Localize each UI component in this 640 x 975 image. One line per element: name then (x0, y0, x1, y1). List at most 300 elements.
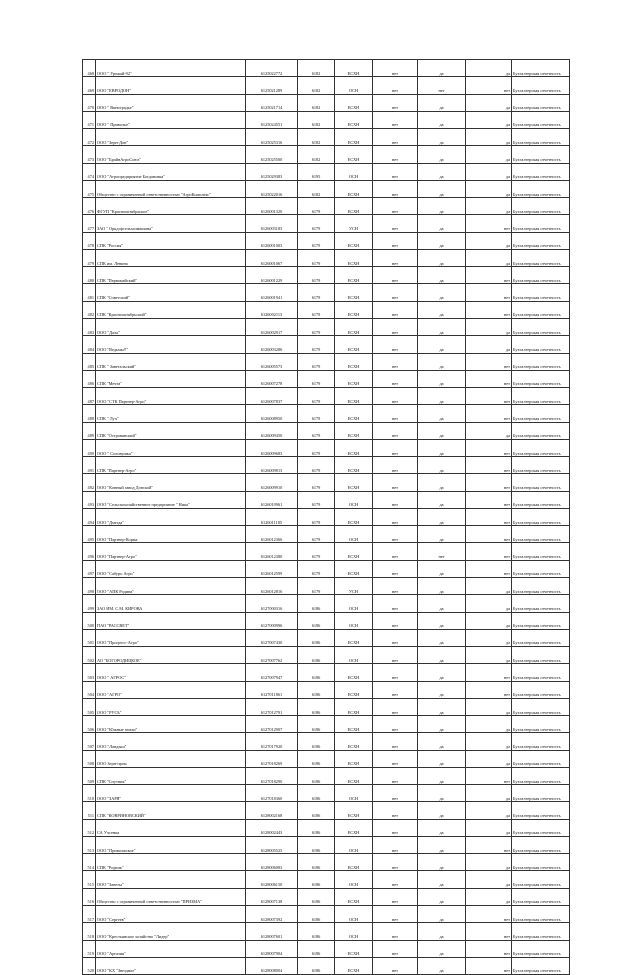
flag-c-cell: да (466, 595, 512, 612)
organization-name-cell: ООО "АГРО" (96, 681, 246, 698)
tax-regime-cell: ЕСХН (335, 198, 373, 215)
organization-name-cell: СПК "Краснооктябрьский" (96, 301, 246, 318)
table-row (83, 60, 570, 77)
row-number-cell: 505 (83, 698, 96, 715)
report-type-cell: Бухгалтерская отчетность (512, 698, 570, 715)
report-type-cell: Бухгалтерская отчетность (512, 215, 570, 232)
flag-a-cell: нет (373, 733, 418, 750)
inn-cell: 6127012907 (246, 716, 298, 733)
inn-cell: 6126009683 (246, 439, 298, 456)
report-type-cell: Бухгалтерская отчетность (512, 543, 570, 560)
flag-c-cell: нет (466, 940, 512, 957)
report-type-cell: Бухгалтерская отчетность (512, 336, 570, 353)
okved-cell: 6179 (298, 318, 335, 335)
inn-cell: 6126010961 (246, 491, 298, 508)
organization-name-cell: ООО " Виноградье" (96, 94, 246, 111)
inn-cell: 6128008004 (246, 957, 298, 974)
flag-a-cell: нет (373, 785, 418, 802)
report-type-cell: Бухгалтерская отчетность (512, 629, 570, 646)
row-number-cell: 474 (83, 163, 96, 180)
tax-regime-cell: ЕСХН (335, 474, 373, 491)
organization-name-cell: ООО "Крестьянское хозяйство "Лидер" (96, 923, 246, 940)
row-number-cell: 494 (83, 508, 96, 525)
flag-b-cell: да (418, 940, 466, 957)
inn-cell: 6126012366 (246, 526, 298, 543)
flag-a-cell: нет (373, 750, 418, 767)
flag-b-cell: да (418, 336, 466, 353)
table-row (83, 906, 570, 923)
report-type-cell: Бухгалтерская отчетность (512, 802, 570, 819)
flag-c-cell: нет (466, 543, 512, 560)
table-row (83, 474, 570, 491)
row-number-cell: 489 (83, 422, 96, 439)
tax-regime-cell: ЕСХН (335, 940, 373, 957)
flag-c-cell: нет (466, 370, 512, 387)
okved-cell: 6179 (298, 474, 335, 491)
inn-cell: 6128007904 (246, 940, 298, 957)
tax-regime-cell: ЕСХН (335, 508, 373, 525)
row-number-cell: 517 (83, 906, 96, 923)
flag-b-cell: да (418, 284, 466, 301)
report-type-cell: Бухгалтерская отчетность (512, 198, 570, 215)
okved-cell: 6182 (298, 77, 335, 94)
flag-c-cell: нет (466, 836, 512, 853)
report-type-cell: Бухгалтерская отчетность (512, 146, 570, 163)
organization-name-cell: ООО "СТК Партнер-Агро" (96, 388, 246, 405)
flag-a-cell: нет (373, 439, 418, 456)
organization-name-cell: ООО " АГРОС" (96, 664, 246, 681)
flag-a-cell: нет (373, 474, 418, 491)
flag-a-cell: нет (373, 871, 418, 888)
flag-a-cell: нет (373, 336, 418, 353)
flag-c-cell: нет (466, 664, 512, 681)
flag-a-cell: нет (373, 629, 418, 646)
flag-b-cell: да (418, 249, 466, 266)
flag-c-cell: да (466, 249, 512, 266)
tax-regime-cell: ЕСХН (335, 767, 373, 784)
flag-b-cell: да (418, 388, 466, 405)
row-number-cell: 482 (83, 301, 96, 318)
flag-b-cell: да (418, 491, 466, 508)
flag-a-cell: нет (373, 647, 418, 664)
flag-a-cell: нет (373, 698, 418, 715)
tax-regime-cell: ЕСХН (335, 439, 373, 456)
inn-cell: 6127018360 (246, 785, 298, 802)
organization-name-cell: СПК " Заветальский" (96, 353, 246, 370)
organization-name-cell: ООО "РУСЬ" (96, 698, 246, 715)
okved-cell: 6195 (298, 163, 335, 180)
tax-regime-cell: ЕСХН (335, 111, 373, 128)
flag-b-cell: нет (418, 543, 466, 560)
okved-cell: 6179 (298, 215, 335, 232)
inn-cell: 6125029383 (246, 163, 298, 180)
tax-regime-cell: ЕСХН (335, 232, 373, 249)
row-number-cell: 513 (83, 836, 96, 853)
report-type-cell: Бухгалтерская отчетность (512, 836, 570, 853)
flag-b-cell: да (418, 802, 466, 819)
flag-c-cell: да (466, 888, 512, 905)
tax-regime-cell: ОСН (335, 836, 373, 853)
okved-cell: 6186 (298, 629, 335, 646)
inn-cell: 6126012380 (246, 543, 298, 560)
report-type-cell: Бухгалтерская отчетность (512, 612, 570, 629)
report-type-cell: Бухгалтерская отчетность (512, 681, 570, 698)
organization-name-cell: ООО "Заветы" (96, 871, 246, 888)
table-row (83, 940, 570, 957)
organization-name-cell: ООО "Зерн-Дон" (96, 129, 246, 146)
table-row (83, 180, 570, 197)
inn-cell: 6128007601 (246, 923, 298, 940)
flag-b-cell: нет (418, 77, 466, 94)
organization-name-cell: Общество с ограниченной ответственностью "АгроКомплекс" (96, 180, 246, 197)
okved-cell: 6179 (298, 526, 335, 543)
flag-b-cell: да (418, 353, 466, 370)
okved-cell: 6186 (298, 871, 335, 888)
row-number-cell: 484 (83, 336, 96, 353)
flag-c-cell: нет (466, 439, 512, 456)
flag-b-cell: да (418, 888, 466, 905)
tax-regime-cell: УСН (335, 577, 373, 594)
flag-a-cell: нет (373, 888, 418, 905)
row-number-cell: 498 (83, 577, 96, 594)
okved-cell: 6182 (298, 146, 335, 163)
flag-b-cell: да (418, 405, 466, 422)
okved-cell: 6179 (298, 405, 335, 422)
flag-b-cell: да (418, 681, 466, 698)
report-type-cell: Бухгалтерская отчетность (512, 664, 570, 681)
flag-c-cell: нет (466, 457, 512, 474)
tax-regime-cell: ЕСХН (335, 146, 373, 163)
inn-cell: 6125025500 (246, 146, 298, 163)
report-type-cell: Бухгалтерская отчетность (512, 474, 570, 491)
tax-regime-cell: ЕСХН (335, 318, 373, 335)
report-type-cell: Бухгалтерская отчетность (512, 129, 570, 146)
inn-cell: 6126009450 (246, 422, 298, 439)
organization-name-cell: ООО "Сельскохозяйственное предприятие " Ника" (96, 491, 246, 508)
organization-name-cell: ООО "ЕВРОДОН" (96, 77, 246, 94)
report-type-cell: Бухгалтерская отчетность (512, 923, 570, 940)
organization-name-cell: ООО "АПК Родина" (96, 577, 246, 594)
row-number-cell: 470 (83, 94, 96, 111)
table-row (83, 301, 570, 318)
flag-b-cell: да (418, 94, 466, 111)
row-number-cell: 479 (83, 249, 96, 266)
organization-name-cell: ООО " Приволье" (96, 111, 246, 128)
row-number-cell: 518 (83, 923, 96, 940)
flag-b-cell: да (418, 422, 466, 439)
flag-c-cell: нет (466, 681, 512, 698)
row-number-cell: 504 (83, 681, 96, 698)
report-type-cell: Бухгалтерская отчетность (512, 491, 570, 508)
flag-a-cell: нет (373, 906, 418, 923)
okved-cell: 6179 (298, 508, 335, 525)
okved-cell: 6179 (298, 370, 335, 387)
row-number-cell: 500 (83, 612, 96, 629)
flag-b-cell: да (418, 60, 466, 77)
flag-a-cell: нет (373, 405, 418, 422)
flag-a-cell: нет (373, 560, 418, 577)
organization-name-cell: СА Учсенка (96, 819, 246, 836)
row-number-cell: 512 (83, 819, 96, 836)
tax-regime-cell: ЕСХН (335, 249, 373, 266)
okved-cell: 6186 (298, 888, 335, 905)
table-row (83, 733, 570, 750)
tax-regime-cell: ЕСХН (335, 336, 373, 353)
okved-cell: 6179 (298, 267, 335, 284)
row-number-cell: 491 (83, 457, 96, 474)
okved-cell: 6179 (298, 491, 335, 508)
okved-cell: 6179 (298, 198, 335, 215)
flag-c-cell: нет (466, 906, 512, 923)
inn-cell: 6126009910 (246, 474, 298, 491)
okved-cell: 6186 (298, 923, 335, 940)
flag-c-cell: да (466, 180, 512, 197)
okved-cell: 6179 (298, 336, 335, 353)
tax-regime-cell: ОСН (335, 595, 373, 612)
report-type-cell: Бухгалтерская отчетность (512, 180, 570, 197)
report-type-cell: Бухгалтерская отчетность (512, 318, 570, 335)
flag-c-cell: нет (466, 957, 512, 974)
inn-cell: 6125021289 (246, 77, 298, 94)
inn-cell: 6126012599 (246, 560, 298, 577)
table-row (83, 198, 570, 215)
flag-b-cell: да (418, 370, 466, 387)
table-row (83, 94, 570, 111)
inn-cell: 6126002113 (246, 301, 298, 318)
okved-cell: 6182 (298, 60, 335, 77)
flag-c-cell: да (466, 871, 512, 888)
table-row (83, 232, 570, 249)
report-type-cell: Бухгалтерская отчетность (512, 249, 570, 266)
inn-cell: 6125022016 (246, 180, 298, 197)
flag-a-cell: нет (373, 60, 418, 77)
okved-cell: 6186 (298, 664, 335, 681)
table-row (83, 215, 570, 232)
report-type-cell: Бухгалтерская отчетность (512, 854, 570, 871)
inn-cell: 6127017920 (246, 733, 298, 750)
flag-c-cell: нет (466, 353, 512, 370)
row-number-cell: 476 (83, 198, 96, 215)
flag-c-cell: нет (466, 526, 512, 543)
row-number-cell: 506 (83, 716, 96, 733)
flag-a-cell: нет (373, 180, 418, 197)
okved-cell: 6179 (298, 457, 335, 474)
flag-c-cell: да (466, 716, 512, 733)
okved-cell: 6179 (298, 388, 335, 405)
table-row (83, 249, 570, 266)
flag-b-cell: да (418, 318, 466, 335)
inn-cell: 6128005525 (246, 836, 298, 853)
inn-cell: 6126007278 (246, 370, 298, 387)
row-number-cell: 478 (83, 232, 96, 249)
table-row (83, 353, 570, 370)
organization-name-cell: ООО "КХ "Звездное" (96, 957, 246, 974)
flag-a-cell: нет (373, 526, 418, 543)
table-row (83, 370, 570, 387)
table-row (83, 577, 570, 594)
organization-name-cell: ЗАО " Оркдорсельхозмашина" (96, 215, 246, 232)
table-row (83, 77, 570, 94)
flag-a-cell: нет (373, 940, 418, 957)
tax-regime-cell: ЕСХН (335, 629, 373, 646)
tax-regime-cell: ЕСХН (335, 750, 373, 767)
table-row (83, 422, 570, 439)
flag-c-cell: нет (466, 767, 512, 784)
organization-name-cell: ООО "Сабуро Агро" (96, 560, 246, 577)
organization-name-cell: ООО "Аргазия" (96, 940, 246, 957)
flag-b-cell: да (418, 698, 466, 715)
inn-cell: 6125022772 (246, 60, 298, 77)
flag-b-cell: да (418, 664, 466, 681)
flag-a-cell: нет (373, 802, 418, 819)
tax-regime-cell: ЕСХН (335, 543, 373, 560)
report-type-cell: Бухгалтерская отчетность (512, 77, 570, 94)
report-type-cell: Бухгалтерская отчетность (512, 526, 570, 543)
flag-a-cell: нет (373, 163, 418, 180)
flag-a-cell: нет (373, 819, 418, 836)
row-number-cell: 520 (83, 957, 96, 974)
table-row (83, 923, 570, 940)
flag-b-cell: да (418, 647, 466, 664)
okved-cell: 6186 (298, 595, 335, 612)
flag-c-cell: да (466, 163, 512, 180)
flag-b-cell: да (418, 871, 466, 888)
flag-b-cell: да (418, 836, 466, 853)
organization-name-cell: ПАО "РАССВЕТ" (96, 612, 246, 629)
inn-cell: 6127011861 (246, 681, 298, 698)
tax-regime-cell: ОСН (335, 612, 373, 629)
flag-b-cell: да (418, 111, 466, 128)
okved-cell: 6186 (298, 819, 335, 836)
flag-a-cell: нет (373, 767, 418, 784)
row-number-cell: 487 (83, 388, 96, 405)
tax-regime-cell: ОСН (335, 923, 373, 940)
flag-b-cell: да (418, 508, 466, 525)
flag-c-cell: да (466, 111, 512, 128)
flag-b-cell: да (418, 129, 466, 146)
data-table (82, 59, 570, 975)
organization-name-cell: СПК "Первомайский" (96, 267, 246, 284)
flag-c-cell: да (466, 612, 512, 629)
flag-a-cell: нет (373, 422, 418, 439)
inn-cell: 6126002917 (246, 318, 298, 335)
okved-cell: 6182 (298, 94, 335, 111)
flag-c-cell: да (466, 854, 512, 871)
okved-cell: 6186 (298, 940, 335, 957)
report-type-cell: Бухгалтерская отчетность (512, 577, 570, 594)
tax-regime-cell: ЕСХН (335, 388, 373, 405)
report-type-cell: Бухгалтерская отчетность (512, 301, 570, 318)
flag-c-cell: нет (466, 405, 512, 422)
flag-b-cell: да (418, 785, 466, 802)
inn-cell: 6126001003 (246, 232, 298, 249)
row-number-cell: 519 (83, 940, 96, 957)
flag-b-cell: да (418, 163, 466, 180)
report-type-cell: Бухгалтерская отчетность (512, 353, 570, 370)
table-row (83, 284, 570, 301)
table-row (83, 664, 570, 681)
flag-b-cell: да (418, 716, 466, 733)
row-number-cell: 508 (83, 750, 96, 767)
organization-name-cell: ООО "Агропредприятие Богдановка" (96, 163, 246, 180)
report-type-cell: Бухгалтерская отчетность (512, 940, 570, 957)
flag-b-cell: да (418, 267, 466, 284)
flag-b-cell: да (418, 957, 466, 974)
inn-cell: 6127012791 (246, 698, 298, 715)
flag-a-cell: нет (373, 94, 418, 111)
report-type-cell: Бухгалтерская отчетность (512, 457, 570, 474)
flag-c-cell: нет (466, 301, 512, 318)
tax-regime-cell: ЕСХН (335, 681, 373, 698)
flag-b-cell: да (418, 560, 466, 577)
inn-cell: 6127007762 (246, 647, 298, 664)
organization-name-cell: СПК "Партнер-Агро" (96, 457, 246, 474)
table-row (83, 146, 570, 163)
tax-regime-cell: ЕСХН (335, 854, 373, 871)
organization-name-cell: ООО "Партнер-Агро" (96, 543, 246, 560)
flag-b-cell: да (418, 629, 466, 646)
report-type-cell: Бухгалтерская отчетность (512, 647, 570, 664)
flag-b-cell: да (418, 577, 466, 594)
organization-name-cell: СПК им. Ленина (96, 249, 246, 266)
report-type-cell: Бухгалтерская отчетность (512, 60, 570, 77)
flag-a-cell: нет (373, 318, 418, 335)
table-row (83, 439, 570, 456)
inn-cell: 6127007947 (246, 664, 298, 681)
row-number-cell: 473 (83, 146, 96, 163)
okved-cell: 6186 (298, 836, 335, 853)
flag-b-cell: да (418, 923, 466, 940)
flag-c-cell: да (466, 647, 512, 664)
organization-name-cell: ООО " Соловушка" (96, 439, 246, 456)
flag-b-cell: да (418, 526, 466, 543)
organization-name-cell: АО "БОГОРОДИЦКОЕ" (96, 647, 246, 664)
inn-cell: 6127018269 (246, 750, 298, 767)
flag-a-cell: нет (373, 543, 418, 560)
table-row (83, 836, 570, 853)
tax-regime-cell: ЕСХН (335, 457, 373, 474)
tax-regime-cell: ЕСХН (335, 422, 373, 439)
flag-b-cell: да (418, 301, 466, 318)
flag-a-cell: нет (373, 129, 418, 146)
flag-c-cell: да (466, 336, 512, 353)
flag-b-cell: да (418, 198, 466, 215)
okved-cell: 6186 (298, 957, 335, 974)
tax-regime-cell: ЕСХН (335, 370, 373, 387)
flag-a-cell: нет (373, 957, 418, 974)
row-number-cell: 509 (83, 767, 96, 784)
report-type-cell: Бухгалтерская отчетность (512, 957, 570, 974)
flag-c-cell: да (466, 733, 512, 750)
inn-cell: 6126003286 (246, 336, 298, 353)
table-row (83, 871, 570, 888)
inn-cell: 6126005573 (246, 353, 298, 370)
tax-regime-cell: ОСН (335, 526, 373, 543)
table-row (83, 767, 570, 784)
flag-b-cell: да (418, 733, 466, 750)
row-number-cell: 471 (83, 111, 96, 128)
table-row (83, 629, 570, 646)
report-type-cell: Бухгалтерская отчетность (512, 163, 570, 180)
tax-regime-cell: ЕСХН (335, 802, 373, 819)
tax-regime-cell: УСН (335, 215, 373, 232)
table-row (83, 318, 570, 335)
inn-cell: 6125025316 (246, 129, 298, 146)
report-type-cell: Бухгалтерская отчетность (512, 422, 570, 439)
table-row (83, 854, 570, 871)
flag-b-cell: да (418, 767, 466, 784)
report-type-cell: Бухгалтерская отчетность (512, 767, 570, 784)
